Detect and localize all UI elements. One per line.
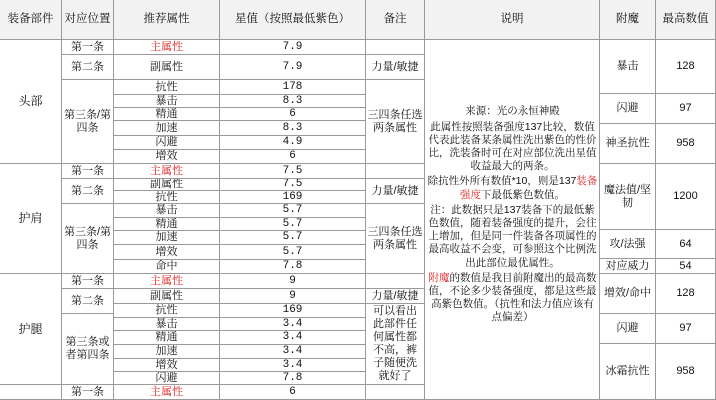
header-desc: 说明 bbox=[425, 0, 600, 40]
description-p4-text: 的数值是我目前附魔出的最高数值，不论多少装备强度，都是这些最高紫色数值。（抗性和法力值应该有点偏差） bbox=[428, 271, 597, 324]
enchant-name-cell: 魔法值/坚韧 bbox=[600, 164, 656, 230]
attribute-cell: 副属性 bbox=[114, 289, 220, 304]
enchant-name-cell: 攻/法强 bbox=[600, 230, 656, 259]
attribute-cell: 抗性 bbox=[114, 304, 220, 318]
enchant-max-cell: 97 bbox=[656, 314, 716, 344]
header-position: 对应位置 bbox=[62, 0, 114, 40]
attribute-cell: 加速 bbox=[114, 121, 220, 136]
attribute-cell: 命中 bbox=[114, 260, 220, 274]
enchant-max-cell: 958 bbox=[656, 124, 716, 164]
star-value-cell: 3.4 bbox=[220, 345, 366, 359]
remark-str-agi: 力量/敏捷 bbox=[366, 289, 425, 304]
star-value-cell: 9 bbox=[220, 274, 366, 289]
header-max: 最高数值 bbox=[656, 0, 716, 40]
description-p4 bbox=[427, 272, 598, 325]
description-p2b: 下最低紫色数值。 bbox=[481, 188, 565, 201]
star-value-cell: 7.5 bbox=[220, 179, 366, 191]
position-first: 第一条 bbox=[62, 274, 114, 289]
header-attr: 推荐属性 bbox=[114, 0, 220, 40]
star-value-cell: 169 bbox=[220, 304, 366, 318]
position-third-fourth: 第三条/第四条 bbox=[62, 80, 114, 164]
description-p3: 注：此数据只是137装备下的最低紫色数值，随着装备强度的提升，会往上增加，但是同一件装备各项属性的最高收益不会变，可参照这个比例洗出此部位最优属性。 bbox=[428, 203, 597, 269]
header-enchant: 附魔 bbox=[600, 0, 656, 40]
description-text bbox=[425, 31, 600, 400]
attribute-cell: 增效 bbox=[114, 150, 220, 164]
position-second: 第二条 bbox=[62, 55, 114, 80]
header-slot: 装备部件 bbox=[0, 0, 62, 40]
enchant-name-cell: 神圣抗性 bbox=[600, 124, 656, 164]
attribute-cell: 精通 bbox=[114, 331, 220, 345]
attribute-cell: 增效 bbox=[114, 359, 220, 372]
star-value-cell: 3.4 bbox=[220, 331, 366, 345]
remark-empty bbox=[366, 164, 425, 179]
star-value-cell: 5.7 bbox=[220, 245, 366, 260]
remark-pick-two: 三四条任选两条属性 bbox=[366, 204, 425, 274]
position-first: 第一条 bbox=[62, 385, 114, 400]
remark-pick-two: 三四条任选两条属性 bbox=[366, 80, 425, 164]
enchant-max-cell: 128 bbox=[656, 40, 716, 94]
attribute-cell: 抗性 bbox=[114, 80, 220, 95]
description-p2 bbox=[427, 175, 598, 201]
attribute-cell: 暴击 bbox=[114, 95, 220, 108]
attribute-cell: 精通 bbox=[114, 218, 220, 231]
position-first: 第一条 bbox=[62, 40, 114, 55]
attribute-cell: 暴击 bbox=[114, 204, 220, 218]
description-p1: 此属性按照装备强度137比较，数值代表此装备某条属性洗出紫色的性价比，洗装备时可在对应部位洗出星值收益最大的两条。 bbox=[428, 120, 597, 173]
attribute-cell: 副属性 bbox=[114, 179, 220, 191]
star-value-cell: 7.9 bbox=[220, 40, 366, 55]
attribute-cell: 增效 bbox=[114, 245, 220, 260]
position-second: 第二条 bbox=[62, 179, 114, 204]
enchant-name-cell: 冰霜抗性 bbox=[600, 344, 656, 400]
header-star: 星值（按照最低紫色） bbox=[220, 0, 366, 40]
remark-legs-note: 可以看出此部件任何属性都不高，裤子随便洗就好了 bbox=[366, 304, 425, 385]
attribute-cell: 暴击 bbox=[114, 318, 220, 331]
position-third-or-fourth: 第三条或者第四条 bbox=[62, 314, 114, 385]
star-value-cell: 7.9 bbox=[220, 55, 366, 80]
star-value-cell: 5.7 bbox=[220, 204, 366, 218]
remark-str-agi: 力量/敏捷 bbox=[366, 55, 425, 80]
remark-empty bbox=[366, 385, 425, 400]
star-value-cell: 6 bbox=[220, 108, 366, 121]
attribute-cell: 精通 bbox=[114, 108, 220, 121]
enchant-max-cell: 54 bbox=[656, 259, 716, 274]
remark-str-agi: 力量/敏捷 bbox=[366, 179, 425, 204]
enchant-name-cell: 增效/命中 bbox=[600, 274, 656, 314]
enchant-max-cell: 128 bbox=[656, 274, 716, 314]
attribute-cell: 副属性 bbox=[114, 55, 220, 80]
enchant-max-cell: 1200 bbox=[656, 164, 716, 230]
attribute-cell: 主属性 bbox=[114, 164, 220, 179]
star-value-cell: 8.3 bbox=[220, 95, 366, 108]
part-next bbox=[0, 385, 62, 400]
attribute-cell: 主属性 bbox=[114, 385, 220, 400]
star-value-cell: 6 bbox=[220, 150, 366, 164]
remark-empty bbox=[366, 274, 425, 289]
attribute-cell: 加速 bbox=[114, 231, 220, 245]
description-p2-red: 装备强度 bbox=[460, 175, 598, 201]
part-shoulder: 护肩 bbox=[0, 164, 62, 274]
attribute-cell: 抗性 bbox=[114, 191, 220, 204]
enchant-max-cell: 97 bbox=[656, 94, 716, 124]
description-source: 来源：光の永恒神殿 bbox=[465, 105, 560, 118]
enchant-max-cell: 958 bbox=[656, 344, 716, 400]
header-remark: 备注 bbox=[366, 0, 425, 40]
enchant-max-cell: 64 bbox=[656, 230, 716, 259]
star-value-cell: 7.5 bbox=[220, 164, 366, 179]
position-second: 第二条 bbox=[62, 289, 114, 314]
star-value-cell: 8.3 bbox=[220, 121, 366, 136]
star-value-cell: 7.8 bbox=[220, 260, 366, 274]
description-p2a: 除抗性外所有数值*10，则是137 bbox=[427, 175, 577, 188]
star-value-cell: 4.9 bbox=[220, 136, 366, 150]
description-p4-red: 附魔 bbox=[428, 271, 450, 284]
attribute-cell: 加速 bbox=[114, 345, 220, 359]
part-legs: 护腿 bbox=[0, 274, 62, 385]
star-value-cell: 7.8 bbox=[220, 372, 366, 385]
enchant-name-cell: 闪避 bbox=[600, 314, 656, 344]
part-head: 头部 bbox=[0, 40, 62, 164]
position-first: 第一条 bbox=[62, 164, 114, 179]
star-value-cell: 3.4 bbox=[220, 318, 366, 331]
star-value-cell: 6 bbox=[220, 385, 366, 400]
enchant-name-cell: 暴击 bbox=[600, 40, 656, 94]
position-third-fourth: 第三条/第四条 bbox=[62, 204, 114, 274]
attribute-cell: 主属性 bbox=[114, 274, 220, 289]
star-value-cell: 5.7 bbox=[220, 218, 366, 231]
star-value-cell: 9 bbox=[220, 289, 366, 304]
enchant-name-cell: 对应威力 bbox=[600, 259, 656, 274]
remark-empty bbox=[366, 40, 425, 55]
enchant-name-cell: 闪避 bbox=[600, 94, 656, 124]
star-value-cell: 5.7 bbox=[220, 231, 366, 245]
star-value-cell: 169 bbox=[220, 191, 366, 204]
attribute-cell: 闪避 bbox=[114, 372, 220, 385]
star-value-cell: 178 bbox=[220, 80, 366, 95]
star-value-cell: 3.4 bbox=[220, 359, 366, 372]
attribute-cell: 主属性 bbox=[114, 40, 220, 55]
attribute-cell: 闪避 bbox=[114, 136, 220, 150]
